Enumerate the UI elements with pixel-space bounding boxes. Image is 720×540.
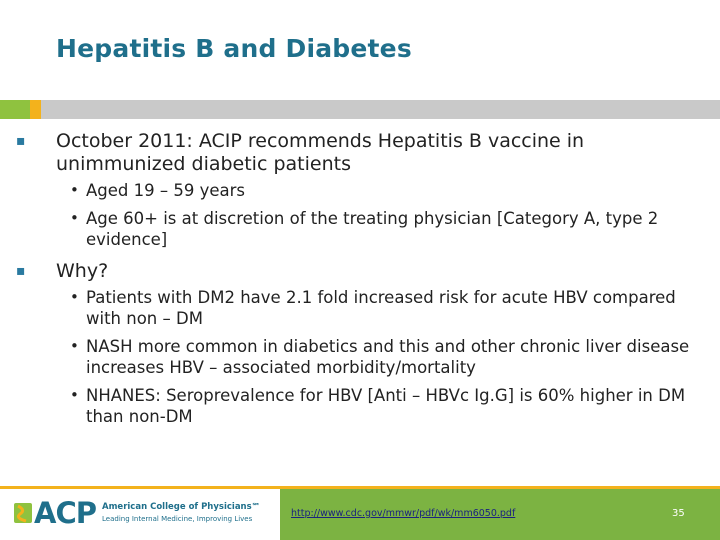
cdc-reference-link[interactable]: http://www.cdc.gov/mmwr/pdf/wk/mm6050.pdf: [291, 508, 516, 519]
acp-logo-tagline: Leading Internal Medicine, Improving Lives: [102, 515, 253, 523]
sub-bullet-dm2-risk: [70, 287, 696, 330]
title-rule-yellow: [30, 100, 41, 119]
bullet-text: October 2011: ACIP recommends Hepatitis B vaccine in unimmunized diabetic patients: [56, 130, 585, 175]
acp-logo-icon: [12, 500, 34, 526]
sub-bullet-age-60: [70, 208, 696, 251]
round-bullet-icon: •: [70, 336, 79, 355]
sub-bullet-text: Patients with DM2 have 2.1 fold increased risk for acute HBV compared with non – DM: [86, 287, 676, 328]
round-bullet-icon: •: [70, 181, 79, 199]
bullet-why: [16, 259, 696, 283]
acp-logo-name: American College of Physicians℠: [102, 502, 261, 512]
bullet-text: Why?: [56, 259, 109, 282]
round-bullet-icon: •: [70, 385, 79, 404]
bullet-acip: [16, 130, 696, 176]
slide-body: [0, 130, 720, 428]
acp-logo-wordmark: ACP: [34, 496, 96, 530]
title-rule-gray: [41, 100, 720, 119]
sub-bullet-age-19-59: [70, 180, 696, 202]
square-bullet-icon: ▪: [16, 133, 26, 149]
square-bullet-icon: ▪: [16, 262, 26, 279]
title-rule-green: [0, 100, 30, 119]
sub-bullet-text: Aged 19 – 59 years: [86, 181, 246, 200]
round-bullet-icon: •: [70, 287, 79, 306]
sub-bullet-text: NASH more common in diabetics and this and other chronic liver disease increases HBV – associated morbidity/mortality: [86, 336, 690, 377]
sub-bullet-text: NHANES: Seroprevalence for HBV [Anti – HBVc Ig.G] is 60% higher in DM than non-DM: [86, 385, 686, 426]
sub-bullet-nhanes: [70, 385, 696, 428]
page-number: 35: [672, 508, 685, 519]
slide-title: Hepatitis B and Diabetes: [56, 34, 412, 63]
round-bullet-icon: •: [70, 208, 79, 227]
sub-bullet-text: Age 60+ is at discretion of the treating physician [Category A, type 2 evidence]: [86, 208, 659, 249]
sub-bullet-nash: [70, 336, 696, 379]
